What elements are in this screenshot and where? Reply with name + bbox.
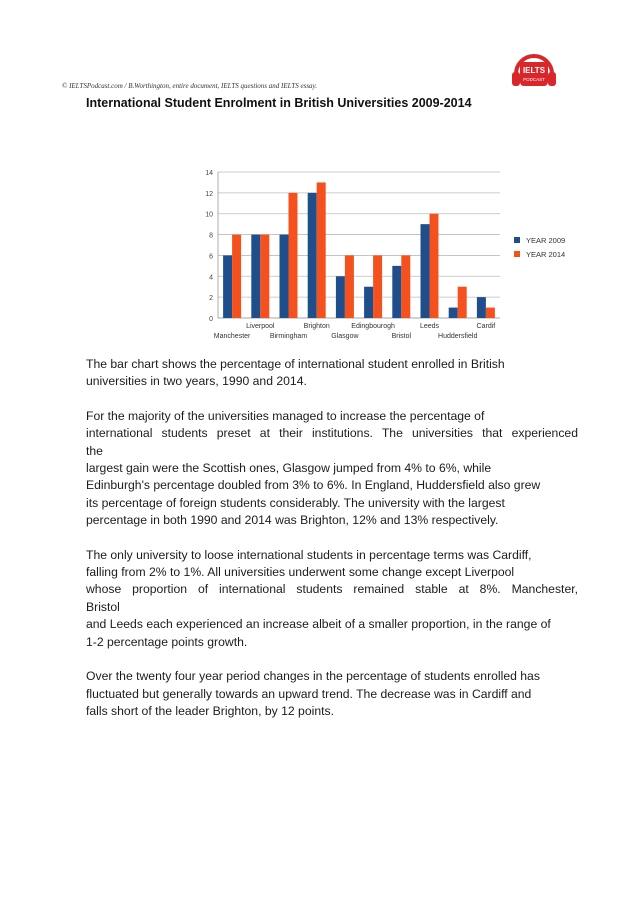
bar-2009 (449, 308, 458, 318)
bar-2009 (421, 224, 430, 318)
bar-2009 (336, 276, 345, 318)
y-tick-label: 10 (205, 211, 213, 219)
bar-2014 (260, 235, 269, 318)
paragraph (86, 408, 578, 530)
text-line: percentage in both 1990 and 2014 was Brighton, 12% and 13% respectively. (86, 513, 499, 528)
text-line: falls short of the leader Brighton, by 12 points. (86, 703, 334, 718)
bar-2014 (373, 255, 382, 318)
bar-2009 (477, 297, 486, 318)
text-line: its percentage of foreign students considerably. The university with the largest (86, 495, 505, 510)
legend-swatch (514, 237, 520, 243)
svg-text:IELTS: IELTS (522, 66, 546, 75)
bar-chart-svg (182, 158, 580, 348)
paragraph (86, 668, 578, 720)
y-tick-label: 6 (209, 253, 213, 261)
legend-swatch (514, 251, 520, 257)
x-category-label: Cardif (476, 323, 496, 330)
bar-2009 (392, 266, 401, 318)
y-tick-label: 12 (205, 190, 213, 198)
text-line: fluctuated but generally towards an upward trend. The decrease was in Cardiff and (86, 686, 532, 701)
bar-2009 (251, 235, 260, 318)
bar-2014 (232, 235, 241, 318)
x-category-label: Huddersfield (438, 333, 478, 340)
text-line: For the majority of the universities managed to increase the percentage of (86, 408, 485, 423)
bar-2009 (223, 255, 232, 318)
bar-2014 (289, 193, 298, 318)
text-line: universities in two years, 1990 and 2014. (86, 374, 307, 389)
x-category-label: Bristol (391, 333, 412, 340)
text-line: The bar chart shows the percentage of international student enrolled in British (86, 357, 505, 371)
paragraph (86, 547, 578, 651)
x-category-label: Edingbourogh (351, 323, 395, 330)
bar-2009 (280, 235, 289, 318)
legend-label: YEAR 2009 (526, 236, 566, 245)
bar-2014 (458, 287, 467, 318)
text-line: Over the twenty four year period changes in the percentage of students enrolled has (86, 669, 540, 684)
y-tick-label: 0 (209, 316, 213, 323)
page-title: International Student Enrolment in British Universities 2009-2014 (86, 96, 472, 110)
text-line: The only university to loose international students in percentage terms was Cardiff, (86, 547, 532, 562)
y-tick-label: 8 (209, 232, 213, 240)
text-line: Edinburgh's percentage doubled from 3% to 6%. In England, Huddersfield also grew (86, 478, 541, 493)
text-line: falling from 2% to 1%. All universities underwent some change except Liverpool (86, 565, 515, 580)
text-line: and Leeds each experienced an increase albeit of a smaller proportion, in the range of (86, 617, 551, 632)
text-line: Bristol (86, 599, 120, 614)
paragraph (86, 356, 578, 391)
x-category-label: Birmingham (269, 333, 308, 340)
essay-body (86, 356, 578, 737)
ielts-podcast-logo (506, 44, 562, 96)
y-tick-label: 4 (209, 274, 213, 282)
svg-text:PODCAST: PODCAST (523, 77, 545, 82)
x-category-label: Brighton (303, 323, 330, 330)
text-line: largest gain were the Scottish ones, Glasgow jumped from 4% to 6%, while (86, 461, 492, 476)
x-category-label: Manchester (213, 333, 251, 340)
bar-2014 (401, 255, 410, 318)
x-category-label: Liverpool (246, 323, 275, 330)
x-category-label: Glasgow (331, 333, 359, 340)
bar-2009 (364, 287, 373, 318)
bar-2014 (317, 182, 326, 318)
legend-label: YEAR 2014 (526, 250, 566, 259)
y-tick-label: 2 (209, 295, 213, 303)
text-line: whose proportion of international students remained stable at 8%. Manchester, (86, 582, 578, 597)
text-line: the (86, 443, 103, 458)
bar-2014 (345, 255, 354, 318)
copyright-notice: © IELTSPodcast.com / B.Worthington, entire document, IELTS questions and IELTS essay. (62, 82, 318, 90)
y-tick-label: 14 (205, 170, 213, 177)
text-line: 1-2 percentage points growth. (86, 634, 248, 649)
text-line: international students preset at their institutions. The universities that experienced (86, 426, 578, 441)
bar-2014 (486, 308, 495, 318)
bar-2014 (430, 214, 439, 318)
bar-2009 (308, 193, 317, 318)
bar-chart (182, 158, 580, 348)
x-category-label: Leeds (419, 323, 440, 330)
